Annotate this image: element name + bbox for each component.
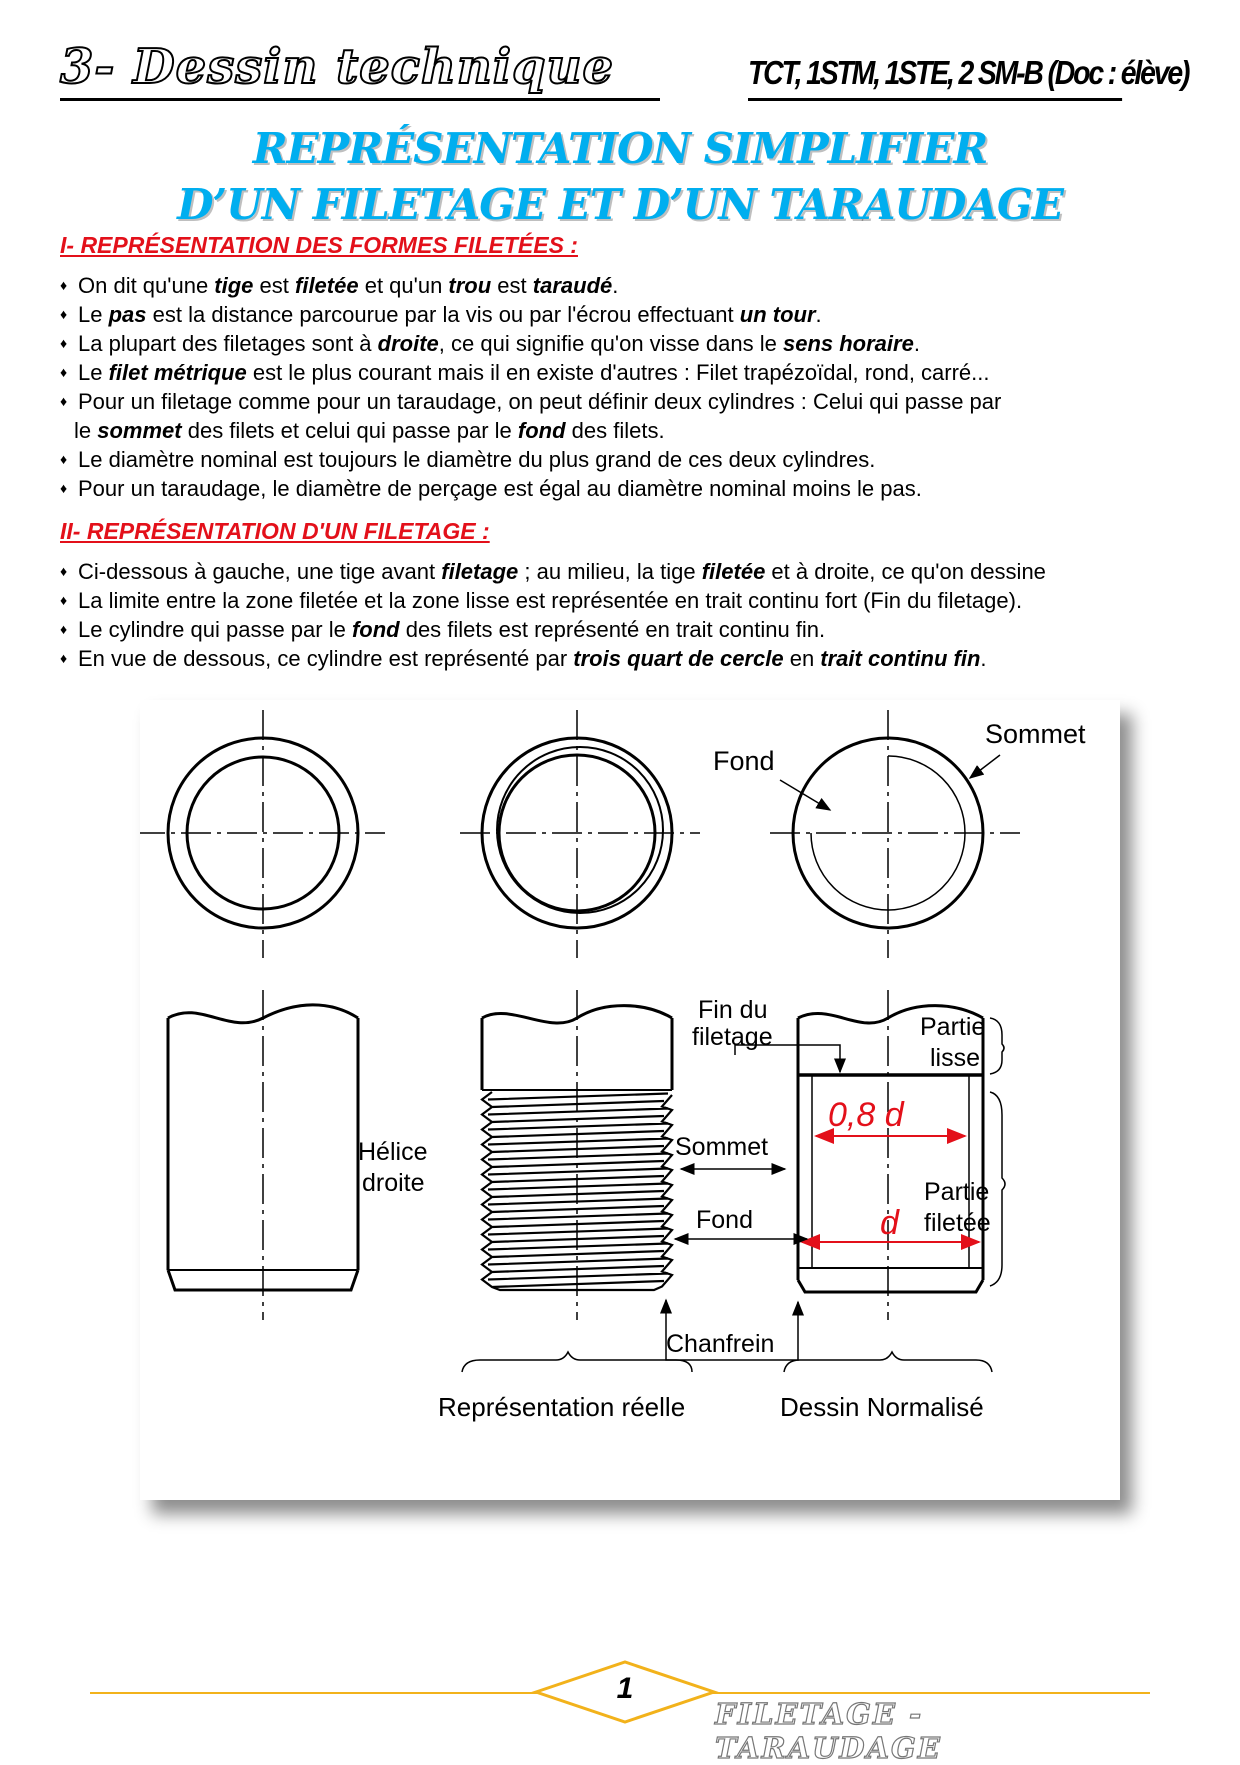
section1-bullet-text: sommet [97, 418, 182, 443]
section1-bullet [58, 387, 1198, 416]
section1-bullet-text: droite [377, 331, 439, 356]
section2-bullet [58, 557, 1198, 586]
section2-bullet-list [58, 557, 1198, 673]
dimension-08d: 0,8 d [828, 1096, 904, 1134]
section1-bullet-text: Le [78, 302, 109, 327]
section1-bullet-text: Le [78, 360, 109, 385]
section2-bullet-text: et à droite, ce qu'on dessine [765, 559, 1046, 584]
section2-bullet [58, 644, 1198, 673]
label-sommet: Sommet [675, 1133, 769, 1161]
section1-bullet-text: . [815, 302, 822, 327]
section2-bullet-text: En vue de dessous, ce cylindre est représenté par [78, 646, 574, 671]
header-left-title: 3- Dessin technique [60, 40, 660, 101]
section1-bullet [58, 358, 1198, 387]
label-fin-du: Fin du [698, 996, 768, 1024]
section1-bullet-text: sens horaire [782, 331, 914, 356]
label-filetage: filetage [692, 1023, 773, 1051]
section2-bullet [58, 615, 1198, 644]
section1-bullet [58, 300, 1198, 329]
section2-bullet [58, 586, 1198, 615]
section1-bullet-text: est la distance parcourue par la vis ou par l'écrou effectuant [146, 302, 740, 327]
section2-bullet-text: Le cylindre qui passe par le [78, 617, 352, 642]
normalized-top-view [770, 710, 1020, 958]
section1-bullet-text: . [612, 273, 619, 298]
page-title-line2: D’UN FILETAGE ET D’UN TARAUDAGE [177, 180, 1063, 229]
section2-bullet-text: ; au milieu, la tige [518, 559, 702, 584]
footer-subject: FILETAGE - TARAUDAGE [715, 1697, 942, 1765]
label-fond: Fond [696, 1206, 753, 1234]
section2-bullet-text: filetage [441, 559, 519, 584]
section1-bullet-text: filet métrique [108, 360, 247, 385]
section1-bullet-text: filetée [295, 273, 359, 298]
section1-bullet [58, 271, 1198, 300]
section1-bullet-text: est [491, 273, 533, 298]
section1-bullet [58, 474, 1198, 503]
section1-bullet-text: un tour [739, 302, 816, 327]
section1-bullet-text: trou [448, 273, 492, 298]
section1-bullet [58, 445, 1198, 474]
section1-bullet [58, 329, 1198, 358]
caption-representation-reelle: Représentation réelle [438, 1392, 686, 1422]
threaded-rod-top-view [460, 710, 700, 958]
section2-bullet-text: fond [351, 617, 400, 642]
section1-bullet-text: est le plus courant mais il en existe d'autres : Filet trapézoïdal, rond, carré... [246, 360, 990, 385]
section2-bullet-text: Ci-dessous à gauche, une tige avant [78, 559, 442, 584]
section2-bullet-text: trois quart de cercle [573, 646, 784, 671]
section2-bullet-text: . [980, 646, 987, 671]
section1-bullet-text: et qu'un [358, 273, 449, 298]
section2-bullet-text: des filets est représenté en trait continu fin. [399, 617, 826, 642]
label-helice-1: Hélice [358, 1138, 428, 1166]
section1-heading: I- REPRÉSENTATION DES FORMES FILETÉES : [60, 232, 578, 258]
dimension-d: d [880, 1204, 899, 1242]
label-chanfrein: Chanfrein [666, 1330, 775, 1358]
section1-bullet-text: fond [517, 418, 566, 443]
section1-bullet-text: Pour un taraudage, le diamètre de perçage est égal au diamètre nominal moins le pas. [78, 476, 922, 501]
section1-bullet-text: On dit qu'une [78, 273, 215, 298]
section1-bullet-list [58, 271, 1198, 503]
section1-bullet-text: est [253, 273, 295, 298]
thread-figure [140, 700, 1120, 1500]
section1-bullet-text: des filets. [565, 418, 665, 443]
section1-bullet-text: taraudé [532, 273, 613, 298]
header-right-classes: TCT, 1STM, 1STE, 2 SM-B (Doc : élève) [748, 52, 1122, 101]
section1-bullet-text: Le diamètre nominal est toujours le diamètre du plus grand de ces deux cylindres. [78, 447, 876, 472]
caption-dessin-normalise: Dessin Normalisé [780, 1392, 984, 1422]
section1-bullet-text: pas [108, 302, 147, 327]
plain-rod-top-view [140, 710, 385, 958]
label-partie-lisse-1: Partie [920, 1013, 986, 1041]
section2-bullet-text: La limite entre la zone filetée et la zone lisse est représentée en trait continu fort (Fin du filetage). [78, 588, 1023, 613]
label-partie-filetee-2: filetée [924, 1209, 991, 1237]
label-partie-lisse-2: lisse [930, 1044, 981, 1072]
section1-bullet-text: , ce qui signifie qu'on visse dans le [438, 331, 783, 356]
section1-bullet-text: La plupart des filetages sont à [78, 331, 378, 356]
section2-bullet-text: en [783, 646, 821, 671]
label-partie-filetee-1: Partie [924, 1178, 990, 1206]
section2-bullet-text: filetée [701, 559, 766, 584]
section1-bullet-text: . [913, 331, 920, 356]
page-title-line1: REPRÉSENTATION SIMPLIFIER [252, 124, 988, 173]
section1-bullet-text: tige [214, 273, 254, 298]
label-sommet-top: Sommet [985, 719, 1086, 749]
section2-bullet-text: trait continu fin [820, 646, 981, 671]
section1-bullet [58, 416, 1198, 445]
section2-heading: II- REPRÉSENTATION D'UN FILETAGE : [60, 518, 490, 544]
page-number: 1 [616, 1672, 634, 1705]
label-fond-top: Fond [713, 746, 775, 776]
section1-bullet-text: des filets et celui qui passe par le [181, 418, 518, 443]
section1-bullet-text: le [74, 418, 98, 443]
label-helice-2: droite [362, 1169, 425, 1197]
section1-bullet-text: Pour un filetage comme pour un taraudage, on peut définir deux cylindres : Celui qui passe par [78, 389, 1002, 414]
